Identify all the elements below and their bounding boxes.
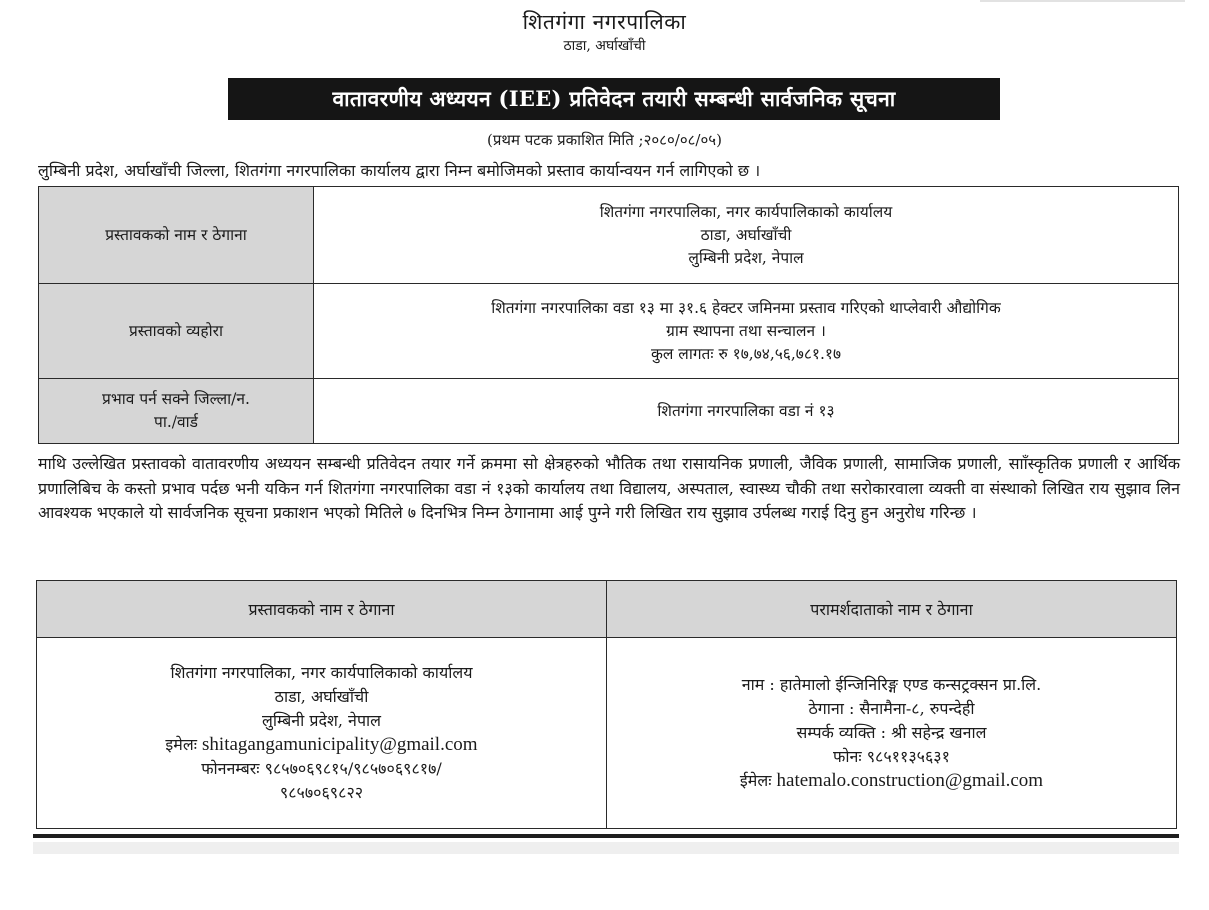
proponent-value: [314, 187, 1179, 284]
table-row: [37, 638, 1177, 829]
municipality-name: शितगंगा नगरपालिका: [522, 10, 687, 34]
proponent-line: ठाडा, अर्घाखाँची: [274, 687, 369, 706]
table-row: [39, 284, 1179, 379]
publication-date: (प्रथम पटक प्रकाशित मिति ;२०८०/०८/०५): [487, 131, 722, 149]
consultant-phone: फोनः ९८५११३५६३१: [833, 747, 950, 766]
consultant-name: नाम : हातेमालो ईन्जिनिरिङ्ग एण्ड कन्सट्रक्सन प्रा.लि.: [741, 675, 1042, 694]
email-label: ईमेलः: [739, 771, 772, 790]
table-header-row: [37, 581, 1177, 638]
notice-title-banner: वातावरणीय अध्ययन (IEE) प्रतिवेदन तयारी सम्बन्धी सार्वजनिक सूचना: [228, 78, 1000, 120]
table-row: [39, 379, 1179, 444]
proponent-label: प्रस्तावकको नाम र ठेगाना: [39, 187, 314, 284]
affected-area-label: [39, 379, 314, 444]
proposal-subject-label: प्रस्तावको व्यहोरा: [39, 284, 314, 379]
consultant-address: ठेगाना : सैनामैना-८, रुपन्देही: [808, 699, 975, 718]
intro-sentence: लुम्बिनी प्रदेश, अर्घाखाँची जिल्ला, शितगंगा नगरपालिका कार्यालय द्वारा निम्न बमोजिमको प्रस्ताव कार्यान्वयन गर्न लागिएको छ ।: [38, 161, 761, 180]
proponent-email-line: [45, 733, 598, 757]
request-paragraph: माथि उल्लेखित प्रस्तावको वातावरणीय अध्ययन सम्बन्धी प्रतिवेदन तयार गर्ने क्रममा सो क्षेत्रहरुको भौतिक तथा रासायनिक प्रणाली, जैविक प्रणाली, सामाजिक प्रणाली, सााँस्कृतिक प्रणाली र आर्थिक प्रणालिबिच के कस्तो प्रभाव पर्दछ भनी यकिन गर्न शितगंगा नगरपालिका वडा नं १३को कार्यालय तथा विद्यालय, अस्पताल, स्वास्थ्य चौकी तथा सरोकारवाला व्यक्ती वा संस्थाको लिखित राय सुझाव लिन आवश्यक भएकाले यो सार्वजनिक सूचना प्रकाशन भएको मितिले ७ दिनभित्र निम्न ठेगानामा आई पुग्ने गरी लिखित राय सुझाव उर्पलब्ध गराई दिनु हुन अनुरोध गरिन्छ ।: [38, 454, 1180, 522]
proponent-email-link[interactable]: shitagangamunicipality@gmail.com: [202, 734, 478, 755]
affected-area-value: शितगंगा नगरपालिका वडा नं १३: [314, 379, 1179, 444]
consultant-email-line: [615, 769, 1168, 793]
notice-header: [0, 8, 1209, 56]
table-row: [39, 187, 1179, 284]
consultant-contact-person: सम्पर्क व्यक्ति : श्री सहेन्द्र खनाल: [796, 723, 987, 742]
consultant-header: परामर्शदाताको नाम र ठेगाना: [607, 581, 1177, 638]
contact-table: [36, 580, 1177, 829]
proponent-contact-cell: [37, 638, 607, 829]
value-line: ग्राम स्थापना तथा सन्चालन ।: [666, 321, 826, 340]
proposal-subject-value: [314, 284, 1179, 379]
consultant-contact-cell: [607, 638, 1177, 829]
value-line: शितगंगा नगरपालिका, नगर कार्यपालिकाको कार्यालय: [599, 202, 893, 221]
proponent-line: शितगंगा नगरपालिका, नगर कार्यपालिकाको कार्यालय: [170, 663, 473, 682]
proponent-header: प्रस्तावकको नाम र ठेगाना: [37, 581, 607, 638]
bottom-shadow: [33, 842, 1179, 854]
proponent-line: लुम्बिनी प्रदेश, नेपाल: [261, 711, 382, 730]
email-label: इमेलः: [165, 735, 197, 754]
total-cost: कुल लागतः रु १७,७४,५६,७८१.१७: [650, 344, 842, 363]
value-line: लुम्बिनी प्रदेश, नेपाल: [688, 248, 804, 267]
proponent-phone-line: फोननम्बरः ९८५७०६९८१५/९८५७०६९८१७/: [201, 759, 442, 778]
proponent-phone-line: ९८५७०६९८२२: [279, 783, 364, 802]
bottom-divider: [33, 834, 1179, 838]
label-line: प्रभाव पर्न सक्ने जिल्ला/न.: [102, 390, 250, 408]
value-line: ठाडा, अर्घाखाँची: [700, 225, 792, 244]
proposal-details-table: [38, 186, 1179, 444]
consultant-email-link[interactable]: hatemalo.construction@gmail.com: [776, 770, 1044, 791]
label-line: पा./वार्ड: [154, 413, 198, 431]
top-edge-line: [980, 0, 1185, 2]
value-line: शितगंगा नगरपालिका वडा १३ मा ३१.६ हेक्टर जमिनमा प्रस्ताव गरिएको थाप्लेवारी औद्योगिक: [491, 298, 1001, 317]
municipality-location: ठाडा, अर्घाखाँची: [563, 38, 646, 54]
